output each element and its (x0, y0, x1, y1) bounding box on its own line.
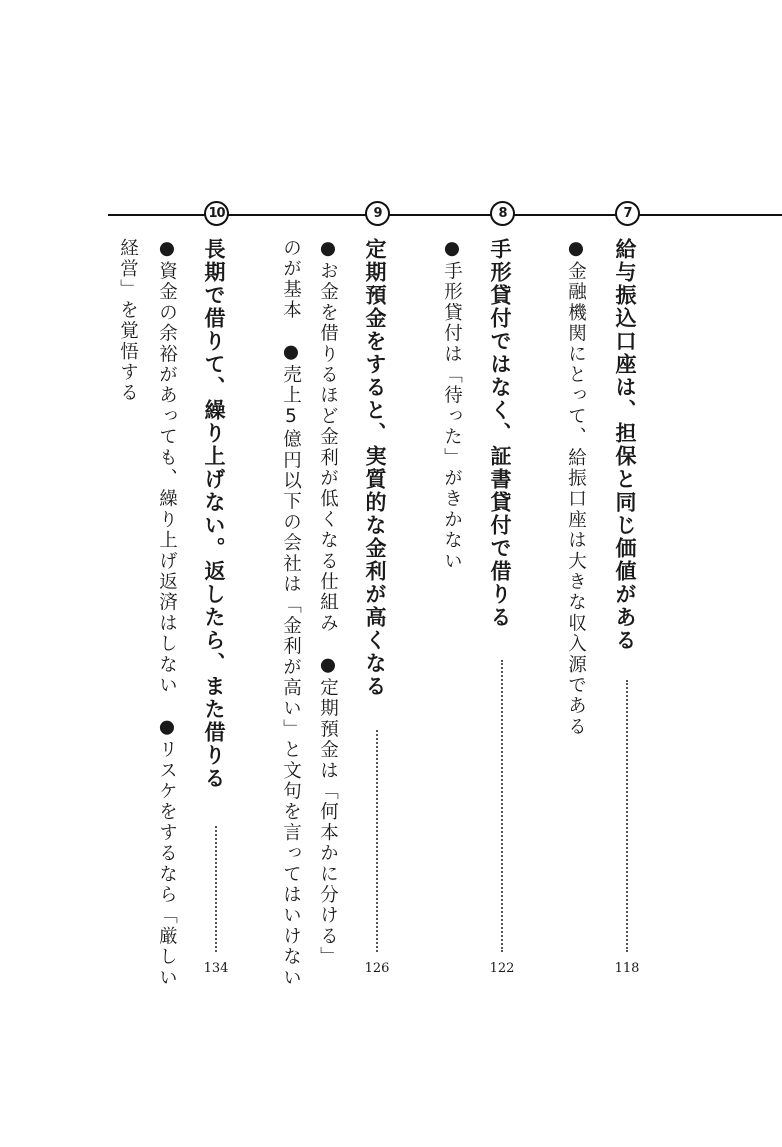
page-number: 122 (489, 961, 515, 976)
page-number: 134 (203, 961, 229, 976)
entry-number-badge: 7 (615, 201, 640, 226)
entry-summary-line: 経営」を覚悟する (117, 238, 139, 404)
entry-summary-line: ●金融機関にとって、給振口座は大きな収入源である (565, 238, 587, 738)
leader-dots (501, 660, 503, 952)
entry-title: 長期で借りて、繰り上げない。返したら、また借りる (202, 238, 226, 790)
entry-summary-line: ●手形貸付は「待った」がきかない (441, 238, 463, 572)
entry-number-badge: 9 (365, 201, 390, 226)
page-number: 118 (614, 961, 640, 976)
page-number: 126 (364, 961, 390, 976)
leader-dots (376, 730, 378, 952)
entry-summary-line: のが基本 ●売上5億円以下の会社は「金利が高い」と文句を言ってはいけない (280, 238, 302, 989)
entry-number-badge: 8 (490, 201, 515, 226)
entry-title: 手形貸付ではなく、証書貸付で借りる (488, 238, 512, 629)
leader-dots (215, 826, 217, 952)
entry-title: 定期預金をすると、実質的な金利が高くなる (363, 238, 387, 698)
entry-summary-line: ●資金の余裕があっても、繰り上げ返済はしない ●リスケをするなら「厳しい (156, 238, 178, 989)
leader-dots (626, 680, 628, 952)
entry-title: 給与振込口座は、担保と同じ価値がある (613, 238, 637, 652)
entry-number-badge: 10 (204, 201, 229, 226)
entry-summary-line: ●お金を借りるほど金利が低くなる仕組み ●定期預金は「何本かに分ける」 (317, 238, 339, 968)
